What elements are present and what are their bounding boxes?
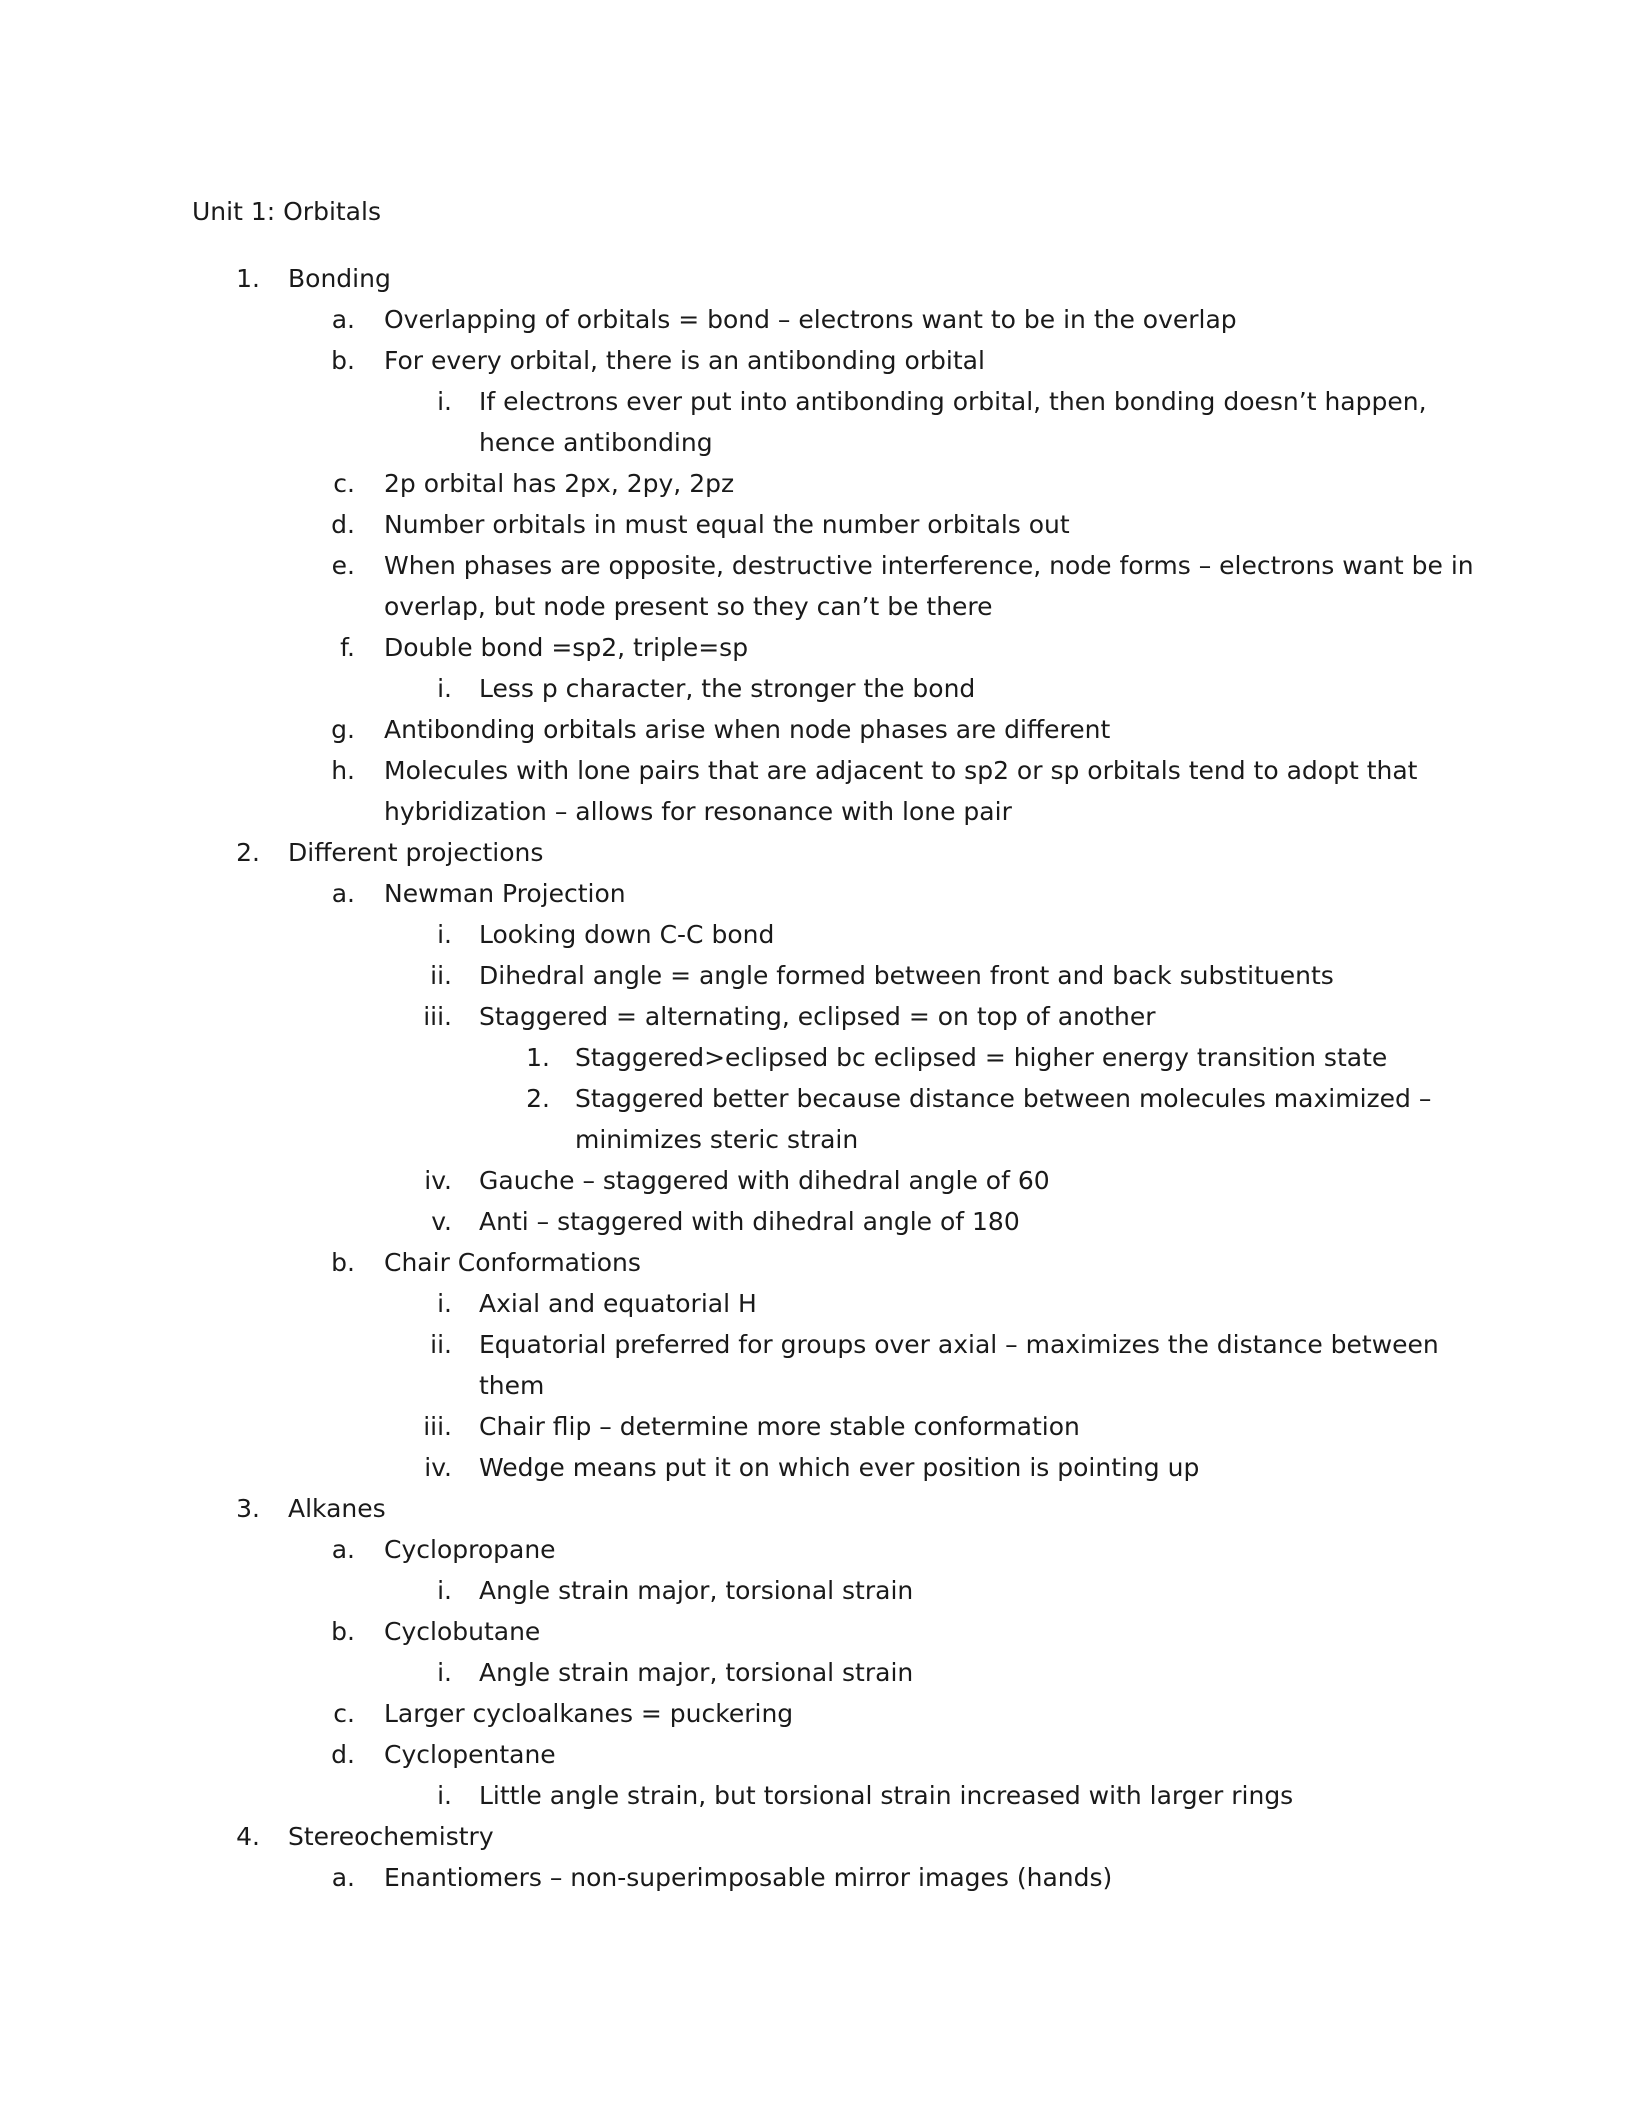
text-line: Dihedral angle = angle formed between front and back substituents <box>479 961 1334 990</box>
list-marker: d. <box>331 510 355 539</box>
list-marker: 1. <box>526 1043 550 1072</box>
list-marker: b. <box>331 1617 355 1646</box>
outline-item-level-3 <box>0 1406 1640 1447</box>
list-marker: e. <box>331 551 355 580</box>
outline-item-level-3 <box>0 1201 1640 1242</box>
text-line: 2p orbital has 2px, 2py, 2pz <box>384 469 735 498</box>
outline-item-level-2 <box>0 627 1640 668</box>
list-marker: i. <box>437 1658 452 1687</box>
list-marker: i. <box>437 920 452 949</box>
outline-item-level-3 <box>0 1570 1640 1611</box>
list-marker: i. <box>437 1289 452 1318</box>
outline-item-text <box>288 1488 386 1529</box>
list-marker: c. <box>333 469 355 498</box>
text-line: Staggered>eclipsed bc eclipsed = higher energy transition state <box>575 1043 1388 1072</box>
list-marker: h. <box>331 756 355 785</box>
outline-item-level-3 <box>0 955 1640 996</box>
text-line: Gauche – staggered with dihedral angle of 60 <box>479 1166 1050 1195</box>
outline-item-text <box>384 1857 1112 1898</box>
outline-item-level-3 <box>0 1447 1640 1488</box>
list-marker: 1. <box>236 264 260 293</box>
outline-item-level-2 <box>0 709 1640 750</box>
list-marker: iii. <box>423 1412 452 1441</box>
text-line: Anti – staggered with dihedral angle of 180 <box>479 1207 1020 1236</box>
text-line: Cyclopropane <box>384 1535 556 1564</box>
outline-item-level-2 <box>0 340 1640 381</box>
list-marker: a. <box>331 305 355 334</box>
list-marker: iv. <box>424 1166 452 1195</box>
text-line: hence antibonding <box>479 428 713 457</box>
outline-item-text <box>288 1816 494 1857</box>
list-marker: i. <box>437 1576 452 1605</box>
text-line: When phases are opposite, destructive interference, node forms – electrons want be in <box>384 551 1474 580</box>
outline-item-text <box>479 1406 1080 1447</box>
outline-item-text <box>384 873 626 914</box>
text-line: Number orbitals in must equal the number orbitals out <box>384 510 1070 539</box>
list-marker: a. <box>331 1863 355 1892</box>
list-marker: iii. <box>423 1002 452 1031</box>
outline-item-level-2 <box>0 873 1640 914</box>
text-line: Larger cycloalkanes = puckering <box>384 1699 794 1728</box>
outline-item-level-1 <box>0 1488 1640 1529</box>
outline-item-text <box>479 1324 1439 1406</box>
outline-item-text <box>575 1037 1387 1078</box>
list-marker: 2. <box>526 1084 550 1113</box>
list-marker: i. <box>437 1781 452 1810</box>
list-marker: i. <box>437 387 452 416</box>
outline-item-text <box>384 709 1110 750</box>
list-marker: c. <box>333 1699 355 1728</box>
outline-item-text <box>384 1693 793 1734</box>
text-line: Overlapping of orbitals = bond – electrons want to be in the overlap <box>384 305 1237 334</box>
list-marker: iv. <box>424 1453 452 1482</box>
outline-item-text <box>479 1283 757 1324</box>
outline-item-level-2 <box>0 1611 1640 1652</box>
outline-item-text <box>479 1652 913 1693</box>
outline-item-level-2 <box>0 1693 1640 1734</box>
text-line: Cyclobutane <box>384 1617 541 1646</box>
text-line: Chair flip – determine more stable conformation <box>479 1412 1080 1441</box>
list-marker: i. <box>437 674 452 703</box>
outline-item-level-2 <box>0 1529 1640 1570</box>
text-line: them <box>479 1371 545 1400</box>
outline-item-level-4 <box>0 1037 1640 1078</box>
outline-item-text <box>384 1242 641 1283</box>
text-line: Angle strain major, torsional strain <box>479 1658 914 1687</box>
text-line: Staggered better because distance between molecules maximized – <box>575 1084 1432 1113</box>
list-marker: 4. <box>236 1822 260 1851</box>
outline-item-level-3 <box>0 996 1640 1037</box>
outline-list <box>0 258 1640 1898</box>
text-line: Molecules with lone pairs that are adjacent to sp2 or sp orbitals tend to adopt that <box>384 756 1418 785</box>
outline-item-level-2 <box>0 463 1640 504</box>
list-marker: v. <box>431 1207 452 1236</box>
outline-item-level-3 <box>0 668 1640 709</box>
outline-item-text <box>384 1529 556 1570</box>
list-marker: g. <box>331 715 355 744</box>
outline-item-text <box>479 1160 1050 1201</box>
outline-item-level-2 <box>0 750 1640 832</box>
text-line: For every orbital, there is an antibonding orbital <box>384 346 985 375</box>
text-line: overlap, but node present so they can’t be there <box>384 592 993 621</box>
text-line: Axial and equatorial H <box>479 1289 757 1318</box>
outline-item-text <box>479 381 1427 463</box>
outline-item-text <box>384 504 1070 545</box>
text-line: Bonding <box>288 264 391 293</box>
list-marker: d. <box>331 1740 355 1769</box>
outline-item-text <box>384 463 734 504</box>
list-marker: ii. <box>430 961 452 990</box>
outline-item-text <box>479 914 774 955</box>
list-marker: a. <box>331 1535 355 1564</box>
outline-item-text <box>479 1201 1020 1242</box>
text-line: minimizes steric strain <box>575 1125 859 1154</box>
outline-item-text <box>384 340 985 381</box>
outline-item-level-1 <box>0 832 1640 873</box>
outline-item-text <box>479 996 1156 1037</box>
outline-item-level-3 <box>0 1324 1640 1406</box>
outline-item-level-3 <box>0 1775 1640 1816</box>
list-marker: 2. <box>236 838 260 867</box>
text-line: Angle strain major, torsional strain <box>479 1576 914 1605</box>
list-marker: ii. <box>430 1330 452 1359</box>
text-line: Alkanes <box>288 1494 386 1523</box>
list-marker: f. <box>340 633 355 662</box>
outline-item-level-2 <box>0 545 1640 627</box>
text-line: Stereochemistry <box>288 1822 494 1851</box>
outline-item-text <box>384 627 748 668</box>
outline-item-text <box>384 1734 556 1775</box>
outline-item-level-4 <box>0 1078 1640 1160</box>
text-line: Different projections <box>288 838 544 867</box>
outline-item-text <box>384 1611 540 1652</box>
outline-item-text <box>384 299 1237 340</box>
outline-item-level-2 <box>0 299 1640 340</box>
text-line: Cyclopentane <box>384 1740 556 1769</box>
outline-item-text <box>479 1570 913 1611</box>
text-line: Little angle strain, but torsional strain increased with larger rings <box>479 1781 1294 1810</box>
outline-item-level-3 <box>0 1160 1640 1201</box>
text-line: Less p character, the stronger the bond <box>479 674 976 703</box>
outline-item-level-2 <box>0 1857 1640 1898</box>
text-line: Looking down C-C bond <box>479 920 775 949</box>
outline-item-level-3 <box>0 1652 1640 1693</box>
outline-item-level-2 <box>0 1242 1640 1283</box>
outline-item-level-3 <box>0 914 1640 955</box>
text-line: Antibonding orbitals arise when node phases are different <box>384 715 1111 744</box>
outline-item-text <box>575 1078 1431 1160</box>
text-line: If electrons ever put into antibonding orbital, then bonding doesn’t happen, <box>479 387 1427 416</box>
outline-item-level-3 <box>0 1283 1640 1324</box>
page-title: Unit 1: Orbitals <box>192 197 381 226</box>
outline-item-level-3 <box>0 381 1640 463</box>
text-line: Chair Conformations <box>384 1248 641 1277</box>
outline-item-text <box>479 668 975 709</box>
list-marker: b. <box>331 346 355 375</box>
list-marker: 3. <box>236 1494 260 1523</box>
outline-item-text <box>479 1447 1199 1488</box>
text-line: Newman Projection <box>384 879 626 908</box>
outline-item-level-1 <box>0 258 1640 299</box>
outline-item-text <box>384 545 1474 627</box>
text-line: hybridization – allows for resonance with lone pair <box>384 797 1012 826</box>
text-line: Wedge means put it on which ever position is pointing up <box>479 1453 1200 1482</box>
outline-item-text <box>288 832 543 873</box>
outline-item-level-2 <box>0 1734 1640 1775</box>
outline-item-text <box>479 955 1334 996</box>
outline-item-text <box>479 1775 1293 1816</box>
outline-item-level-2 <box>0 504 1640 545</box>
outline-item-level-1 <box>0 1816 1640 1857</box>
list-marker: b. <box>331 1248 355 1277</box>
text-line: Double bond =sp2, triple=sp <box>384 633 749 662</box>
outline-item-text <box>384 750 1417 832</box>
text-line: Staggered = alternating, eclipsed = on top of another <box>479 1002 1156 1031</box>
text-line: Equatorial preferred for groups over axial – maximizes the distance between <box>479 1330 1439 1359</box>
list-marker: a. <box>331 879 355 908</box>
outline-item-text <box>288 258 391 299</box>
text-line: Enantiomers – non-superimposable mirror images (hands) <box>384 1863 1113 1892</box>
